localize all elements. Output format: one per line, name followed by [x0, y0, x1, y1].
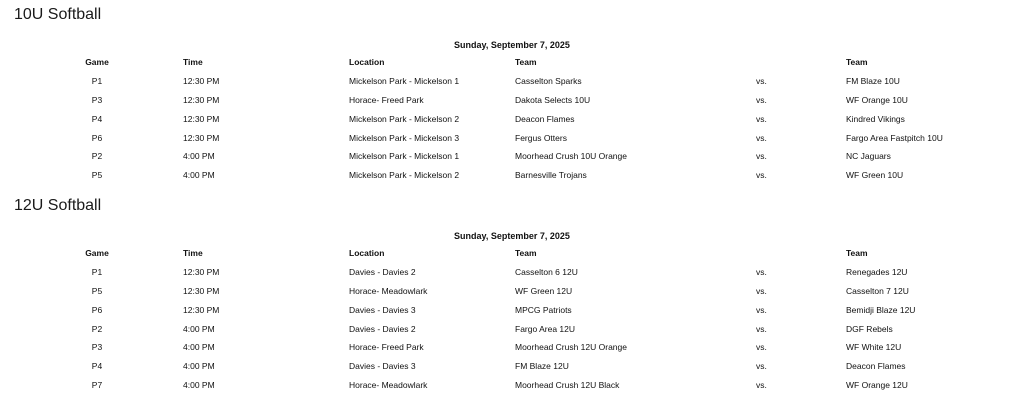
- game-cell: P6: [91, 304, 103, 315]
- time-cell: 12:30 PM: [183, 304, 220, 315]
- team-cell: Deacon Flames: [515, 113, 575, 124]
- team-cell: Fergus Otters: [515, 132, 567, 143]
- team-cell: Deacon Flames: [846, 361, 906, 372]
- vs-cell: vs.: [756, 285, 767, 296]
- table-row: [0, 376, 1024, 395]
- team-cell: WF Green 10U: [846, 170, 904, 181]
- vs-cell: vs.: [756, 304, 767, 315]
- team-cell: Renegades 12U: [846, 267, 908, 278]
- location-cell: Mickelson Park - Mickelson 1: [349, 76, 460, 87]
- header-team: Team: [515, 57, 537, 68]
- table-row: [0, 91, 1024, 110]
- team-cell: WF White 12U: [846, 342, 902, 353]
- location-cell: Davies - Davies 3: [349, 304, 416, 315]
- header-team: Team: [846, 57, 868, 68]
- header-location: Location: [349, 248, 385, 259]
- section-title: 10U Softball: [14, 6, 102, 23]
- header-team: Team: [515, 248, 537, 259]
- header-vs: [756, 53, 846, 72]
- team-cell: Dakota Selects 10U: [515, 94, 591, 105]
- vs-cell: vs.: [756, 379, 767, 390]
- time-cell: 4:00 PM: [183, 151, 215, 162]
- game-cell: P4: [91, 361, 103, 372]
- vs-cell: vs.: [756, 151, 767, 162]
- game-cell: P5: [91, 285, 103, 296]
- vs-cell: vs.: [756, 170, 767, 181]
- table-header-row: [0, 244, 1024, 263]
- table-row: [0, 282, 1024, 301]
- team-cell: Casselton Sparks: [515, 76, 582, 87]
- table-row: [0, 300, 1024, 319]
- location-cell: Davies - Davies 2: [349, 267, 416, 278]
- table-row: [0, 338, 1024, 357]
- time-cell: 12:30 PM: [183, 113, 220, 124]
- time-cell: 12:30 PM: [183, 285, 220, 296]
- table-row: [0, 357, 1024, 376]
- header-team: Team: [846, 248, 868, 259]
- game-cell: P4: [91, 113, 103, 124]
- location-cell: Horace- Meadowlark: [349, 379, 428, 390]
- team-cell: MPCG Patriots: [515, 304, 572, 315]
- table-row: [0, 263, 1024, 282]
- team-cell: DGF Rebels: [846, 323, 893, 334]
- table-row: [0, 166, 1024, 185]
- game-cell: P3: [91, 342, 103, 353]
- location-cell: Davies - Davies 2: [349, 323, 416, 334]
- location-cell: Mickelson Park - Mickelson 1: [349, 151, 460, 162]
- location-cell: Davies - Davies 3: [349, 361, 416, 372]
- time-cell: 12:30 PM: [183, 94, 220, 105]
- location-cell: Horace- Freed Park: [349, 94, 424, 105]
- table-row: [0, 128, 1024, 147]
- team-cell: Fargo Area Fastpitch 10U: [846, 132, 943, 143]
- vs-cell: vs.: [756, 323, 767, 334]
- location-cell: Mickelson Park - Mickelson 2: [349, 170, 460, 181]
- table-row: [0, 109, 1024, 128]
- game-cell: P1: [91, 267, 103, 278]
- schedule-date: Sunday, September 7, 2025: [454, 40, 570, 50]
- vs-cell: vs.: [756, 76, 767, 87]
- team-cell: Casselton 6 12U: [515, 267, 578, 278]
- game-cell: P5: [91, 170, 103, 181]
- table-row: [0, 147, 1024, 166]
- team-cell: WF Green 12U: [515, 285, 573, 296]
- location-cell: Horace- Freed Park: [349, 342, 424, 353]
- vs-cell: vs.: [756, 132, 767, 143]
- team-cell: Moorhead Crush 10U Orange: [515, 151, 627, 162]
- time-cell: 4:00 PM: [183, 379, 215, 390]
- vs-cell: vs.: [756, 342, 767, 353]
- vs-cell: vs.: [756, 361, 767, 372]
- header-game: Game: [85, 248, 109, 259]
- schedule-table-12u: [0, 244, 1024, 394]
- game-cell: P1: [91, 76, 103, 87]
- game-cell: P3: [91, 94, 103, 105]
- team-cell: FM Blaze 10U: [846, 76, 900, 87]
- time-cell: 12:30 PM: [183, 132, 220, 143]
- team-cell: Fargo Area 12U: [515, 323, 576, 334]
- header-game: Game: [85, 57, 109, 68]
- game-cell: P2: [91, 323, 103, 334]
- vs-cell: vs.: [756, 267, 767, 278]
- time-cell: 12:30 PM: [183, 76, 220, 87]
- table-row: [0, 72, 1024, 91]
- game-cell: P6: [91, 132, 103, 143]
- location-cell: Mickelson Park - Mickelson 3: [349, 132, 460, 143]
- time-cell: 4:00 PM: [183, 361, 215, 372]
- time-cell: 4:00 PM: [183, 323, 215, 334]
- vs-cell: vs.: [756, 94, 767, 105]
- schedule-date: Sunday, September 7, 2025: [454, 231, 570, 241]
- team-cell: Moorhead Crush 12U Black: [515, 379, 620, 390]
- team-cell: Barnesville Trojans: [515, 170, 587, 181]
- team-cell: Casselton 7 12U: [846, 285, 909, 296]
- team-cell: NC Jaguars: [846, 151, 891, 162]
- team-cell: Moorhead Crush 12U Orange: [515, 342, 627, 353]
- team-cell: Kindred Vikings: [846, 113, 905, 124]
- table-header-row: [0, 53, 1024, 72]
- section-title: 12U Softball: [14, 197, 102, 214]
- team-cell: WF Orange 10U: [846, 94, 908, 105]
- table-row: [0, 319, 1024, 338]
- time-cell: 12:30 PM: [183, 267, 220, 278]
- header-time: Time: [183, 248, 203, 259]
- time-cell: 4:00 PM: [183, 342, 215, 353]
- location-cell: Horace- Meadowlark: [349, 285, 428, 296]
- time-cell: 4:00 PM: [183, 170, 215, 181]
- team-cell: WF Orange 12U: [846, 379, 908, 390]
- header-time: Time: [183, 57, 203, 68]
- location-cell: Mickelson Park - Mickelson 2: [349, 113, 460, 124]
- schedule-table-10u: [0, 53, 1024, 185]
- game-cell: P2: [91, 151, 103, 162]
- header-location: Location: [349, 57, 385, 68]
- team-cell: FM Blaze 12U: [515, 361, 569, 372]
- game-cell: P7: [91, 379, 103, 390]
- team-cell: Bemidji Blaze 12U: [846, 304, 916, 315]
- header-vs: [756, 244, 846, 263]
- vs-cell: vs.: [756, 113, 767, 124]
